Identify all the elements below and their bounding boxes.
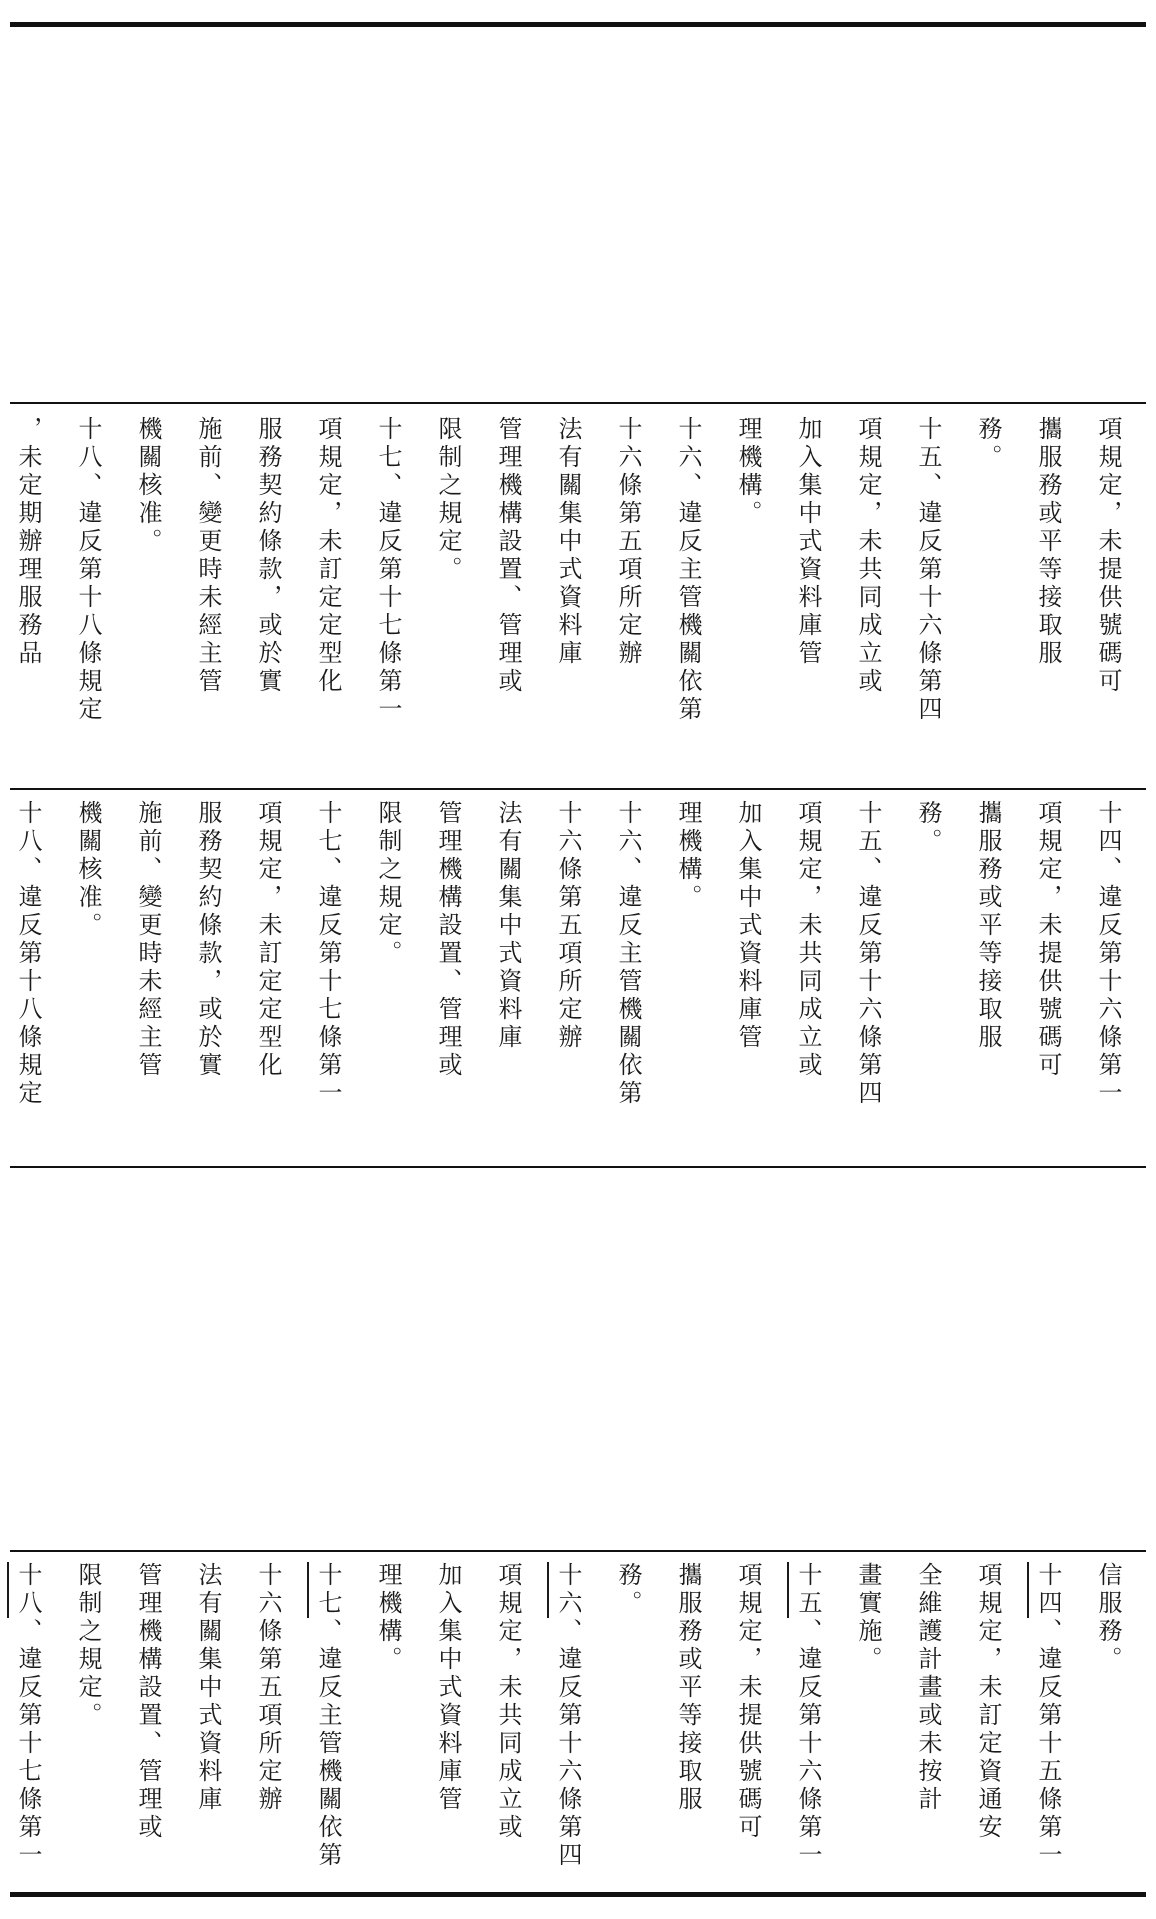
column-divider-lower xyxy=(10,1550,1146,1552)
line-text: 、違反主管機關依第 xyxy=(314,1618,342,1870)
line-text: 、違反第十六條第一 xyxy=(794,1618,822,1870)
line-text: 加入集中式資料庫管 xyxy=(734,800,762,1052)
text-line xyxy=(298,416,358,778)
line-text: 十六、違反主管機關依第 xyxy=(674,416,702,724)
line-text: 十六條第五項所定辦 xyxy=(554,800,582,1052)
text-line xyxy=(238,1562,298,1884)
text-line xyxy=(838,800,898,1162)
text-line xyxy=(178,800,238,1162)
line-text: 全維護計畫或未按計 xyxy=(914,1562,942,1814)
text-line xyxy=(718,800,778,1162)
line-text: 、違反第十六條第四 xyxy=(554,1618,582,1870)
text-line xyxy=(538,416,598,778)
text-line xyxy=(0,800,58,1162)
text-line xyxy=(238,800,298,1162)
amended-item-number: 十七 xyxy=(314,1562,342,1618)
line-text: 限制之規定。 xyxy=(74,1562,102,1730)
text-line xyxy=(0,1562,58,1884)
text-line xyxy=(898,416,958,778)
line-text: 服務契約條款，或於實 xyxy=(194,800,222,1080)
bottom-rule xyxy=(10,1892,1146,1897)
line-text: 務。 xyxy=(974,416,1002,472)
text-line xyxy=(658,1562,718,1884)
line-text: 加入集中式資料庫管 xyxy=(434,1562,462,1814)
line-text: 項規定，未訂定資通安 xyxy=(974,1562,1002,1842)
line-text: 十八、違反第十八條規定 xyxy=(74,416,102,724)
column-right-text xyxy=(14,416,1138,778)
line-text: 管理機構設置、管理或 xyxy=(134,1562,162,1842)
line-text: 理機構。 xyxy=(734,416,762,528)
text-line xyxy=(418,416,478,778)
line-text: 項規定，未提供號碼可 xyxy=(734,1562,762,1842)
line-text: 、違反第十五條第一 xyxy=(1034,1618,1062,1870)
line-text: 十六、違反主管機關依第 xyxy=(614,800,642,1108)
text-line xyxy=(58,800,118,1162)
column-divider-upper xyxy=(10,402,1146,404)
line-text: 法有關集中式資料庫 xyxy=(494,800,522,1052)
text-line xyxy=(418,1562,478,1884)
line-text: 限制之規定。 xyxy=(434,416,462,584)
text-line xyxy=(478,416,538,778)
line-text: 項規定，未訂定定型化 xyxy=(314,416,342,696)
text-line xyxy=(1078,1562,1138,1884)
line-text: 十五、違反第十六條第四 xyxy=(914,416,942,724)
text-line xyxy=(658,800,718,1162)
line-text: 項規定，未共同成立或 xyxy=(794,800,822,1080)
text-line xyxy=(58,416,118,778)
line-text: 務。 xyxy=(914,800,942,856)
text-line xyxy=(658,416,718,778)
text-line xyxy=(358,1562,418,1884)
text-line xyxy=(958,416,1018,778)
line-text: 項規定，未訂定定型化 xyxy=(254,800,282,1080)
amended-item-number: 十六 xyxy=(554,1562,582,1618)
text-line xyxy=(178,1562,238,1884)
line-text: 十五、違反第十六條第四 xyxy=(854,800,882,1108)
text-line xyxy=(1078,416,1138,778)
text-line xyxy=(718,416,778,778)
line-text: 項規定，未提供號碼可 xyxy=(1034,800,1062,1080)
line-text: 機關核准。 xyxy=(134,416,162,556)
text-line xyxy=(598,1562,658,1884)
text-line xyxy=(598,416,658,778)
line-text: 項規定，未提供號碼可 xyxy=(1094,416,1122,696)
line-text: 十八、違反第十八條規定 xyxy=(14,800,42,1108)
amended-item-number: 十八 xyxy=(14,1562,42,1618)
text-line xyxy=(298,1562,358,1884)
column-left-text xyxy=(14,1562,1138,1884)
text-line xyxy=(58,1562,118,1884)
text-line xyxy=(118,1562,178,1884)
text-line xyxy=(898,800,958,1162)
line-text: 法有關集中式資料庫 xyxy=(554,416,582,668)
text-line xyxy=(118,416,178,778)
text-line xyxy=(598,800,658,1162)
line-text: 十四、違反第十六條第一 xyxy=(1094,800,1122,1108)
column-middle-text xyxy=(14,800,1138,1162)
line-text: 項規定，未共同成立或 xyxy=(494,1562,522,1842)
text-line xyxy=(178,416,238,778)
text-line xyxy=(538,800,598,1162)
text-line xyxy=(838,416,898,778)
line-text: 、違反第十七條第一 xyxy=(14,1618,42,1870)
line-text: 法有關集中式資料庫 xyxy=(194,1562,222,1814)
column-divider-middle-top xyxy=(10,788,1146,790)
line-text: 務。 xyxy=(614,1562,642,1618)
text-line xyxy=(1018,1562,1078,1884)
line-text: 機關核准。 xyxy=(74,800,102,940)
line-text: 十六條第五項所定辦 xyxy=(254,1562,282,1814)
line-text: 理機構。 xyxy=(674,800,702,912)
line-text: 攜服務或平等接取服 xyxy=(1034,416,1062,668)
line-text: 管理機構設置、管理或 xyxy=(494,416,522,696)
text-line xyxy=(298,800,358,1162)
text-line xyxy=(1018,416,1078,778)
text-line xyxy=(958,1562,1018,1884)
line-text: 項規定，未共同成立或 xyxy=(854,416,882,696)
text-line xyxy=(778,1562,838,1884)
line-text: 服務契約條款，或於實 xyxy=(254,416,282,696)
text-line xyxy=(838,1562,898,1884)
text-line xyxy=(358,416,418,778)
line-text: 理機構。 xyxy=(374,1562,402,1674)
line-text: 攜服務或平等接取服 xyxy=(974,800,1002,1052)
text-line xyxy=(0,416,58,778)
line-text: 攜服務或平等接取服 xyxy=(674,1562,702,1814)
line-text: ，未定期辦理服務品 xyxy=(14,416,42,668)
line-text: 施前、變更時未經主管 xyxy=(194,416,222,696)
text-line xyxy=(358,800,418,1162)
amended-item-number: 十五 xyxy=(794,1562,822,1618)
line-text: 信服務。 xyxy=(1094,1562,1122,1674)
text-line xyxy=(238,416,298,778)
line-text: 加入集中式資料庫管 xyxy=(794,416,822,668)
text-line xyxy=(778,800,838,1162)
top-rule xyxy=(10,22,1146,27)
line-text: 十七、違反第十七條第一 xyxy=(314,800,342,1108)
text-line xyxy=(1018,800,1078,1162)
text-line xyxy=(958,800,1018,1162)
text-line xyxy=(718,1562,778,1884)
text-line xyxy=(538,1562,598,1884)
line-text: 施前、變更時未經主管 xyxy=(134,800,162,1080)
line-text: 畫實施。 xyxy=(854,1562,882,1674)
line-text: 十六條第五項所定辦 xyxy=(614,416,642,668)
amended-item-number: 十四 xyxy=(1034,1562,1062,1618)
text-line xyxy=(418,800,478,1162)
text-line xyxy=(778,416,838,778)
text-line xyxy=(478,1562,538,1884)
line-text: 管理機構設置、管理或 xyxy=(434,800,462,1080)
text-line xyxy=(118,800,178,1162)
text-line xyxy=(898,1562,958,1884)
text-line xyxy=(1078,800,1138,1162)
line-text: 十七、違反第十七條第一 xyxy=(374,416,402,724)
text-line xyxy=(478,800,538,1162)
line-text: 限制之規定。 xyxy=(374,800,402,968)
column-divider-middle-bottom xyxy=(10,1166,1146,1168)
